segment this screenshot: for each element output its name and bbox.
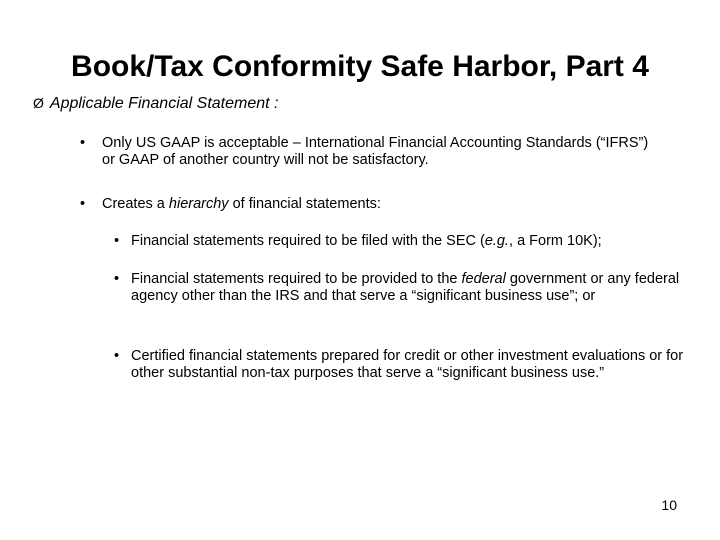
arrow-bullet-icon: Ø — [33, 95, 44, 111]
emphasis-federal: federal — [461, 271, 506, 287]
sub-bullet-sec-text: Financial statements required to be filed with the SEC (e.g., a Form 10K); — [131, 233, 602, 249]
slide-title: Book/Tax Conformity Safe Harbor, Part 4 — [71, 50, 649, 83]
emphasis-eg: e.g. — [484, 233, 510, 249]
section-heading — [33, 95, 278, 113]
bullet-dot-icon: • — [114, 348, 120, 364]
bullet-dot-icon: • — [80, 135, 86, 151]
bullet-dot-icon: • — [114, 271, 120, 287]
bullet-point-gaap-text: Only US GAAP is acceptable – International Financial Accounting Standards (“IFRS”) or GAAP of another country will not be satisfactory. — [102, 135, 649, 168]
sub-bullet-certified-text: Certified financial statements prepared for credit or other investment evaluations or for other substantial non-tax purposes that serve a “significant business use.” — [131, 348, 684, 381]
sub-bullet-federal-text: Financial statements required to be provided to the federal government or any federal agency other than the IRS and that serve a “significant business use”; or — [131, 271, 680, 304]
bullet-point-hierarchy-text: Creates a hierarchy of financial statements: — [102, 196, 381, 212]
page-number: 10 — [661, 497, 677, 513]
bullet-dot-icon: • — [114, 233, 120, 249]
section-heading-text: Applicable Financial Statement : — [49, 95, 279, 112]
bullet-dot-icon: • — [80, 196, 86, 212]
emphasis-hierarchy: hierarchy — [168, 196, 229, 212]
